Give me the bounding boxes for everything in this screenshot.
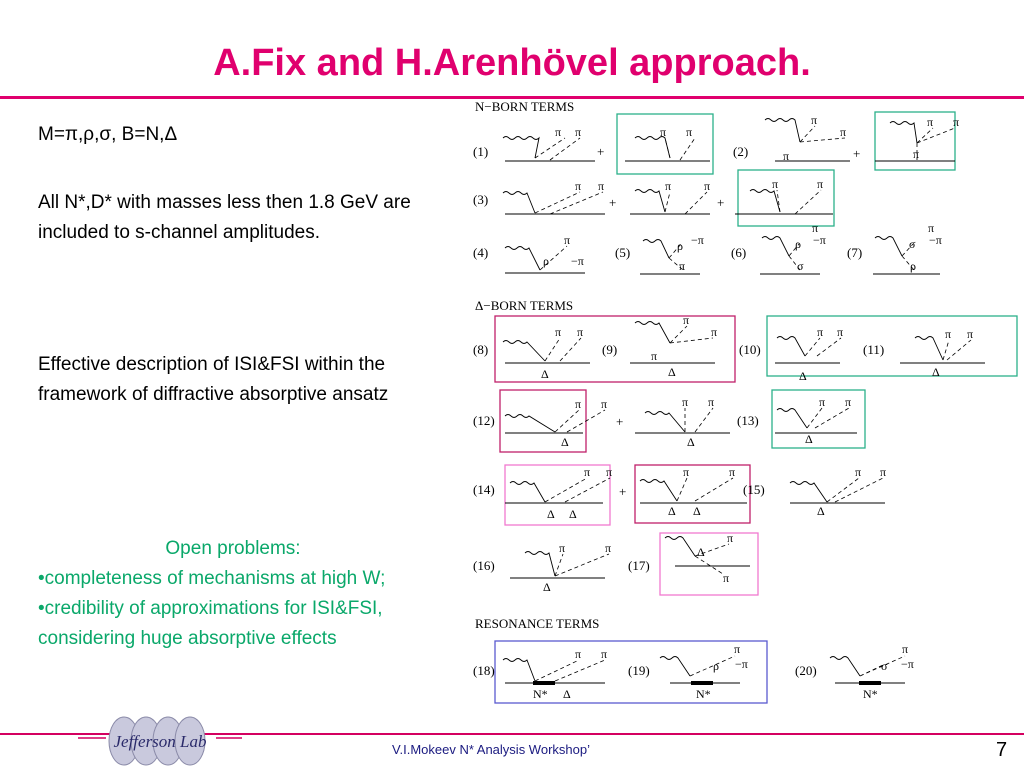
plus-sign: + <box>597 144 605 159</box>
pi-label: π <box>811 113 818 127</box>
delta-label: Δ <box>668 504 676 518</box>
section-n-born: N−BORN TERMS <box>475 99 575 114</box>
nstar-label: N* <box>863 687 878 701</box>
pi-label: π <box>686 125 693 139</box>
pi-label: π <box>577 325 584 339</box>
label-15: (15) <box>743 482 765 497</box>
delta-label: Δ <box>799 369 807 383</box>
pi-label: π <box>559 541 566 555</box>
nstar-label: N* <box>696 687 711 701</box>
plus-sign: + <box>609 195 617 210</box>
isi-fsi-note: Effective description of ISI&FSI within the framework of diffractive absorptive ansatz <box>38 354 389 405</box>
pi-label: π <box>727 531 734 545</box>
pi-label: π <box>708 395 715 409</box>
pi-label: π <box>683 465 690 479</box>
pi-label: π <box>704 179 711 193</box>
pi-label: π <box>880 465 887 479</box>
minus-pi-label: −π <box>929 233 942 247</box>
plus-sign: + <box>717 195 725 210</box>
minus-pi-label: −π <box>735 657 748 671</box>
pi-label: π <box>606 465 613 479</box>
logo-text: Jefferson Lab <box>113 732 207 751</box>
label-3: (3) <box>473 192 489 207</box>
pi-label: π <box>711 325 718 339</box>
delta-label: Δ <box>817 504 825 518</box>
delta-label: Δ <box>561 435 569 449</box>
pi-label: π <box>817 177 824 191</box>
rho-label: ρ <box>795 237 801 251</box>
label-18: (18) <box>473 663 495 678</box>
pi-label: π <box>723 571 730 585</box>
plus-sign: + <box>619 484 627 499</box>
pi-label: π <box>651 349 658 363</box>
label-20: (20) <box>795 663 817 678</box>
label-14: (14) <box>473 482 495 497</box>
rho-label: ρ <box>677 239 683 253</box>
label-10: (10) <box>739 342 761 357</box>
box-pink <box>660 533 758 595</box>
pi-label: π <box>913 147 920 161</box>
sigma-label: σ <box>881 659 888 673</box>
label-11: (11) <box>863 342 885 357</box>
label-19: (19) <box>628 663 650 678</box>
delta-label: Δ <box>543 580 551 594</box>
pi-label: π <box>665 179 672 193</box>
pi-label: π <box>967 327 974 341</box>
section-resonance: RESONANCE TERMS <box>475 616 600 631</box>
jefferson-lab-logo <box>70 714 250 773</box>
nstar-label: N* <box>533 687 548 701</box>
particle-definitions: M=π,ρ,σ, B=N,Δ <box>38 124 178 145</box>
pi-label: π <box>817 325 824 339</box>
rho-label: ρ <box>713 659 719 673</box>
pi-label: π <box>928 221 935 235</box>
box-green <box>767 316 1017 376</box>
pi-label: π <box>601 647 608 661</box>
pi-label: π <box>555 125 562 139</box>
open-problem-item: •completeness of mechanisms at high W; <box>38 568 386 589</box>
page-number: 7 <box>996 739 1008 761</box>
resonance-note: All N*,D* with masses less then 1.8 GeV are included to s-channel amplitudes. <box>38 192 411 243</box>
pi-label: π <box>605 541 612 555</box>
pi-label: π <box>845 395 852 409</box>
pi-label: π <box>598 179 605 193</box>
pi-label: π <box>840 125 847 139</box>
pi-label: π <box>575 125 582 139</box>
pi-label: π <box>683 313 690 327</box>
pi-label: π <box>927 115 934 129</box>
sigma-label: σ <box>909 237 916 251</box>
label-7: (7) <box>847 245 863 260</box>
minus-pi-label: −π <box>571 254 584 268</box>
minus-pi-label: −π <box>691 233 704 247</box>
open-problem-item: •credibility of approximations for ISI&FSI, considering huge absorptive effects <box>38 598 383 649</box>
pi-label: π <box>601 397 608 411</box>
pi-label: π <box>953 115 960 129</box>
pi-label: π <box>660 125 667 139</box>
section-delta-born: Δ−BORN TERMS <box>475 298 574 313</box>
delta-label: Δ <box>547 507 555 521</box>
minus-pi-label: −π <box>901 657 914 671</box>
label-12: (12) <box>473 413 495 428</box>
label-6: (6) <box>731 245 747 260</box>
pi-label: π <box>812 221 819 235</box>
label-2: (2) <box>733 144 749 159</box>
label-9: (9) <box>602 342 618 357</box>
minus-pi-label: −π <box>813 233 826 247</box>
pi-label: π <box>575 179 582 193</box>
delta-label: Δ <box>668 365 676 379</box>
delta-label: Δ <box>563 687 571 701</box>
sigma-label: σ <box>797 259 804 273</box>
pi-label: π <box>902 642 909 656</box>
label-8: (8) <box>473 342 489 357</box>
label-17: (17) <box>628 558 650 573</box>
delta-label: Δ <box>541 367 549 381</box>
pi-label: π <box>729 465 736 479</box>
pi-label: π <box>772 177 779 191</box>
delta-label: Δ <box>693 504 701 518</box>
box-magenta <box>500 390 586 452</box>
pi-label: π <box>819 395 826 409</box>
plus-sign: + <box>616 414 624 429</box>
slide-title: A.Fix and H.Arenhövel approach. <box>213 42 811 84</box>
label-5: (5) <box>615 245 631 260</box>
pi-label: π <box>575 647 582 661</box>
pi-label: π <box>584 465 591 479</box>
label-4: (4) <box>473 245 489 260</box>
pi-label: π <box>855 465 862 479</box>
pi-label: π <box>837 325 844 339</box>
label-16: (16) <box>473 558 495 573</box>
pi-label: π <box>564 233 571 247</box>
rho-label: ρ <box>543 254 549 268</box>
pi-label: π <box>679 259 686 273</box>
delta-label: Δ <box>687 435 695 449</box>
delta-label: Δ <box>932 365 940 379</box>
delta-label: Δ <box>569 507 577 521</box>
rho-label: ρ <box>910 259 916 273</box>
pi-label: π <box>682 395 689 409</box>
pi-label: π <box>575 397 582 411</box>
pi-label: π <box>945 327 952 341</box>
delta-label: Δ <box>805 432 813 446</box>
feynman-diagram-panel <box>455 98 1024 710</box>
pi-label: π <box>734 642 741 656</box>
plus-sign: + <box>853 146 861 161</box>
label-1: (1) <box>473 144 489 159</box>
delta-label: Δ <box>697 545 705 559</box>
open-problems <box>38 534 433 654</box>
label-13: (13) <box>737 413 759 428</box>
footer-text: V.I.Mokeev N* Analysis Workshop’ <box>392 742 590 757</box>
open-problems-heading: Open problems: <box>165 538 301 559</box>
pi-label: π <box>555 325 562 339</box>
pi-label: π <box>783 149 790 163</box>
box-green <box>617 114 713 174</box>
